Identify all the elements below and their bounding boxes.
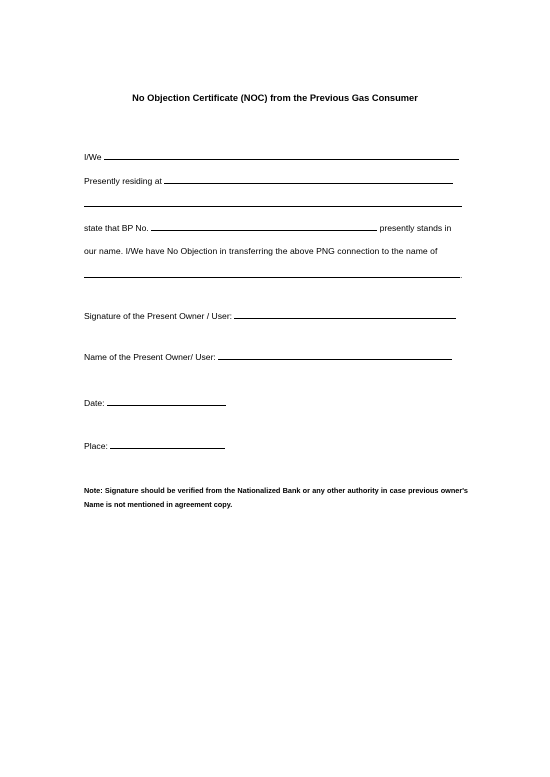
place-row [84,439,466,452]
owner-name-label: Name of the Present Owner/ User: [84,352,216,362]
new-owner-blank-field[interactable] [84,268,463,280]
document-title: No Objection Certificate (NOC) from the Previous Gas Consumer [132,93,418,103]
residing-label: Presently residing at [84,176,162,186]
place-blank-field[interactable] [110,439,225,449]
iwe-blank-field[interactable] [104,150,459,160]
date-row [84,396,466,409]
signature-blank-field[interactable] [234,309,456,319]
transfer-statement-row [84,245,466,257]
place-label: Place: [84,441,108,451]
verification-note: Note: Signature should be verified from the Nationalized Bank or any other authority in case previous owner's Name is not mentioned in agreement copy. [84,486,468,509]
bp-number-row [84,221,466,234]
iwe-label: I/We [84,152,102,162]
owner-name-row [84,350,466,363]
residing-blank-field[interactable] [164,174,453,184]
date-label: Date: [84,398,105,408]
bp-number-blank-field[interactable] [151,221,377,231]
state-that-label: state that BP No. [84,223,149,233]
signature-row [84,309,466,322]
date-blank-field[interactable] [107,396,226,406]
new-owner-row [84,268,466,281]
address-blank-field[interactable] [84,197,462,207]
period-mark: . [460,270,463,280]
iwe-row [84,150,466,163]
signature-label: Signature of the Present Owner / User: [84,311,233,321]
residing-row [84,174,466,187]
owner-name-blank-field[interactable] [218,350,452,360]
presently-stands-label: presently stands in [379,223,452,233]
address-continuation-row [84,197,466,210]
transfer-statement-text: our name. I/We have No Objection in transferring the above PNG connection to the name of [84,246,438,256]
